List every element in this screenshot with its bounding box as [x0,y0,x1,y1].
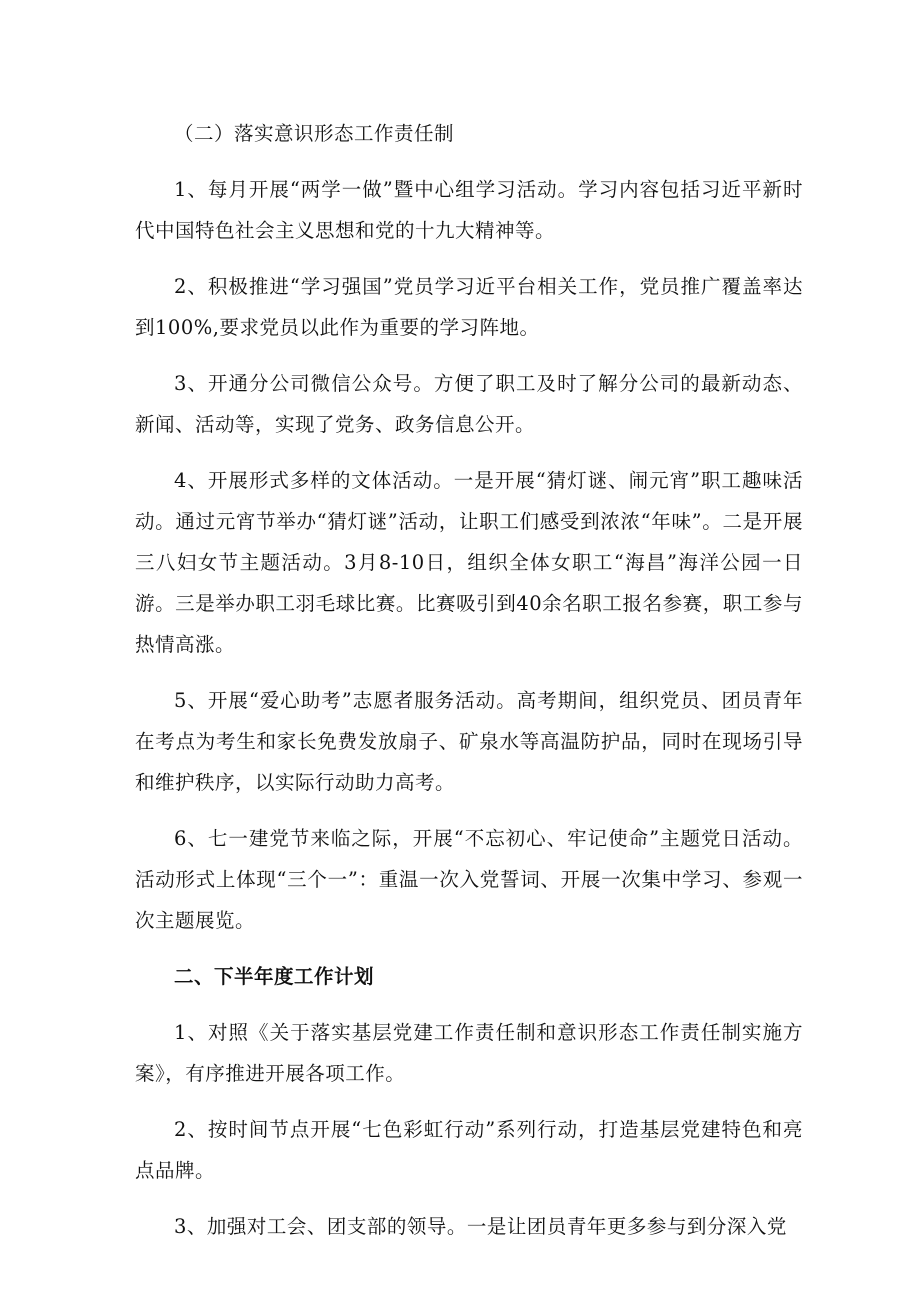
spacer [135,251,803,266]
spacer [135,803,803,818]
spacer [135,1094,803,1109]
spacer [135,445,803,460]
section-subheading: （二）落实意识形态工作责任制 [174,122,455,145]
spacer [135,154,803,169]
spacer [135,348,803,363]
spacer [135,941,803,956]
spacer [135,665,803,680]
spacer [135,997,803,1012]
section-heading: 二、下半年度工作计划 [174,965,375,988]
paragraph-item-5: 5、开展“爱心助考”志愿者服务活动。高考期间，组织党员、团员青年在考点为考生和家长免费发放扇子、矿泉水等高温防护品，同时在现场引导和维护秩序，以实际行动助力高考。 [135,689,803,794]
spacer [135,1191,803,1206]
plan-item-2: 2、按时间节点开展“七色彩虹行动”系列行动，打造基层党建特色和亮点品牌。 [135,1118,803,1182]
plan-item-3: 3、加强对工会、团支部的领导。一是让团员青年更多参与到分深入党 [174,1215,787,1238]
paragraph-item-3: 3、开通分公司微信公众号。方便了职工及时了解分公司的最新动态、新闻、活动等，实现了党务、政务信息公开。 [135,372,803,436]
document-body [135,113,803,1247]
paragraph-item-2: 2、积极推进“学习强国”党员学习近平台相关工作，党员推广覆盖率达到100%,要求党员以此作为重要的学习阵地。 [135,275,803,339]
plan-item-1: 1、对照《关于落实基层党建工作责任制和意识形态工作责任制实施方案》，有序推进开展各项工作。 [135,1021,803,1085]
paragraph-item-6: 6、七一建党节来临之际，开展“不忘初心、牢记使命”主题党日活动。活动形式上体现“三个一”：重温一次入党誓词、开展一次集中学习、参观一次主题展览。 [135,827,803,932]
paragraph-item-1: 1、每月开展“两学一做”暨中心组学习活动。学习内容包括习近平新时代中国特色社会主义思想和党的十九大精神等。 [135,178,803,242]
paragraph-item-4: 4、开展形式多样的文体活动。一是开展“猜灯谜、闹元宵”职工趣味活动。通过元宵节举办“猜灯谜”活动，让职工们感受到浓浓“年味”。二是开展三八妇女节主题活动。3月8-10日，组织全体女职工“海昌”海洋公园一日游。三是举办职工羽毛球比赛。比赛吸引到40余名职工报名参赛，职工参与热情高涨。 [135,469,803,656]
